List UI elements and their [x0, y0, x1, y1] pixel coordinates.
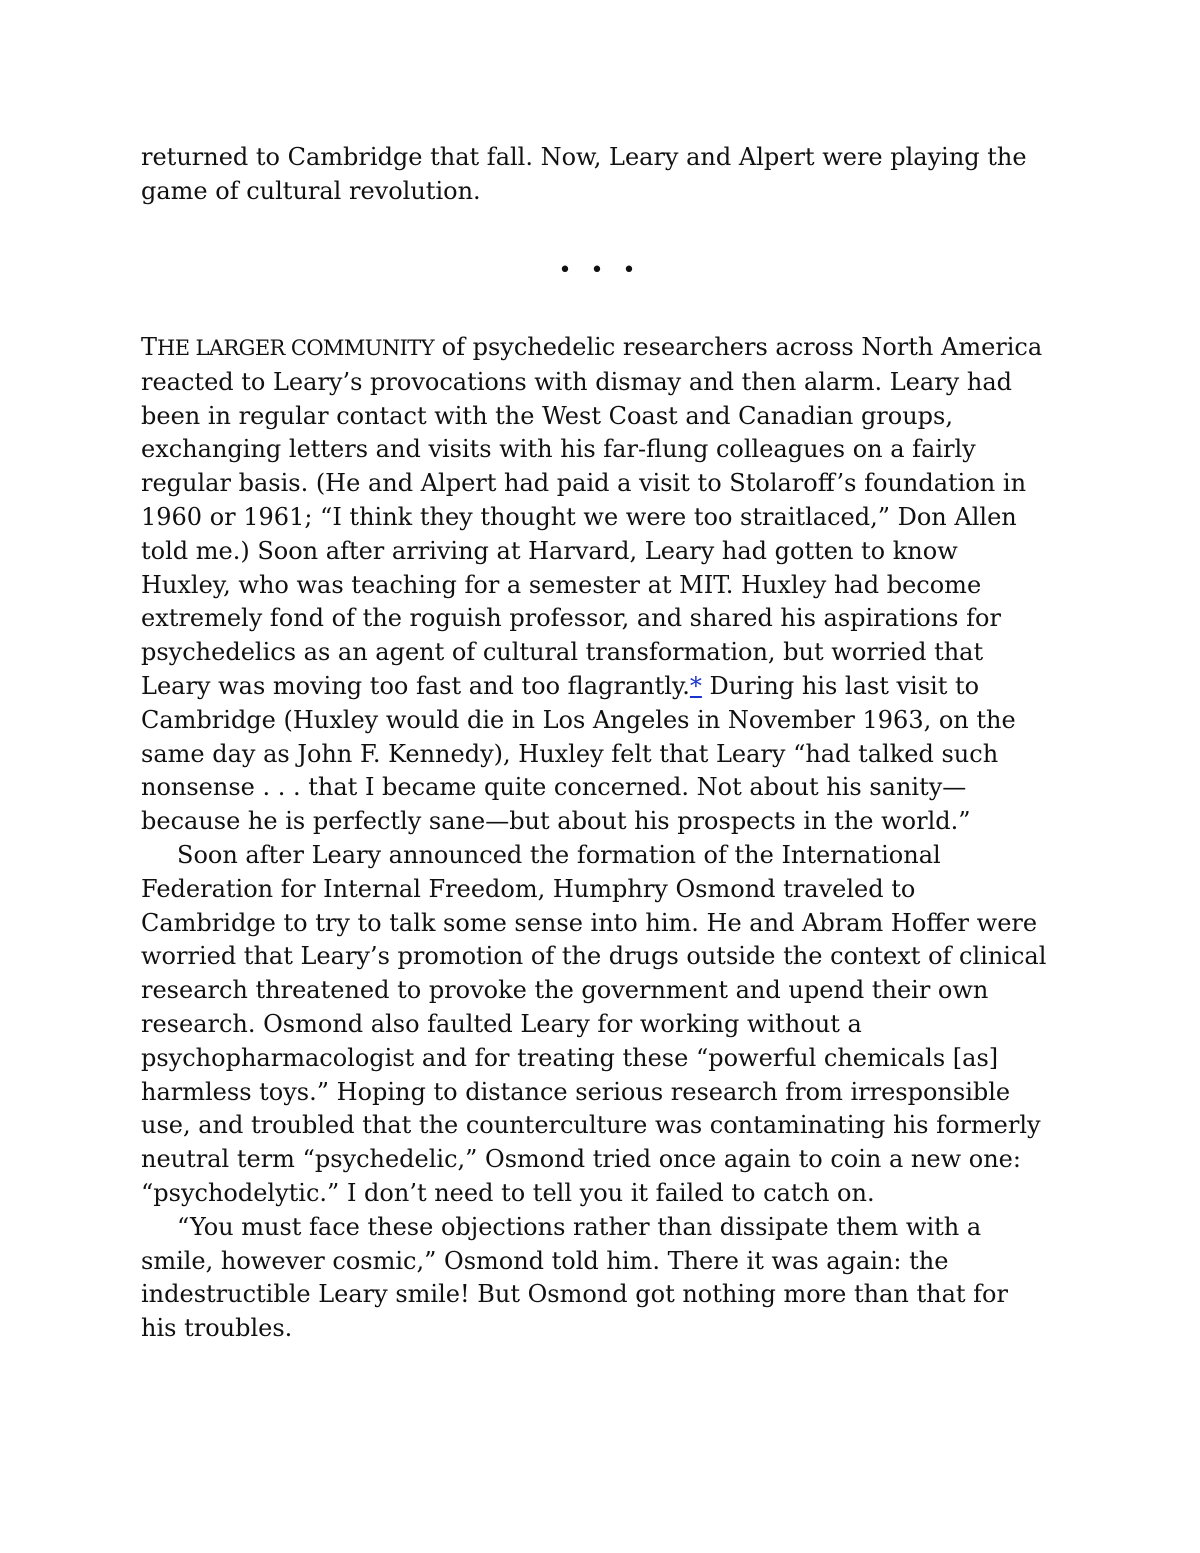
text-line: returned to Cambridge that fall. Now, Leary and Alpert were playing the — [141, 143, 1027, 171]
text-line: been in regular contact with the West Coast and Canadian groups, — [141, 401, 953, 430]
text-line: neutral term “psychedelic,” Osmond tried once again to coin a new one: — [141, 1145, 1021, 1174]
text-line: 1960 or 1961; “I think they thought we were too straitlaced,” Don Allen — [141, 502, 1017, 531]
footnote-link[interactable]: * — [689, 671, 702, 700]
text-line: psychedelics as an agent of cultural transformation, but worried that — [141, 638, 984, 667]
line-text: Leary was moving too fast and too flagrantly. — [141, 671, 690, 700]
text-line: extremely fond of the roguish professor, and shared his aspirations for — [141, 604, 1001, 633]
text-line: because he is perfectly sane—but about his prospects in the world.” — [141, 807, 971, 836]
text-line: research threatened to provoke the government and upend their own — [141, 976, 989, 1005]
text-line: reacted to Leary’s provocations with dismay and then alarm. Leary had — [141, 367, 1012, 396]
text-line — [141, 331, 1066, 366]
text-line: psychopharmacologist and for treating these “powerful chemicals [as] — [141, 1043, 999, 1072]
continuation-paragraph — [141, 141, 1066, 209]
text-line: Soon after Leary announced the formation of the International — [177, 840, 941, 869]
text-line: nonsense . . . that I became quite concerned. Not about his sanity— — [141, 773, 967, 802]
scene-break-dots: • • • — [558, 258, 642, 283]
text-line: use, and troubled that the counterculture was contaminating his formerly — [141, 1111, 1041, 1140]
text-line: “You must face these objections rather than dissipate them with a — [177, 1212, 982, 1241]
text-line: “psychodelytic.” I don’t need to tell you it failed to catch on. — [141, 1178, 875, 1207]
text-line: Federation for Internal Freedom, Humphry Osmond traveled to — [141, 874, 916, 903]
line-text: of psychedelic researchers across North America — [433, 333, 1043, 361]
text-line: told me.) Soon after arriving at Harvard, Leary had gotten to know — [141, 536, 958, 565]
text-line: worried that Leary’s promotion of the drugs outside the context of clinical — [141, 942, 1047, 971]
text-line: Cambridge (Huxley would die in Los Angeles in November 1963, on the — [141, 705, 1016, 734]
text-line: regular basis. (He and Alpert had paid a visit to Stolaroff’s foundation in — [141, 469, 1027, 498]
text-line: smile, however cosmic,” Osmond told him. There it was again: the — [141, 1246, 949, 1275]
text-line: Huxley, who was teaching for a semester at MIT. Huxley had become — [141, 570, 982, 599]
section-opening-paragraph — [141, 331, 1066, 1346]
text-line: his troubles. — [141, 1314, 293, 1343]
text-line: game of cultural revolution. — [141, 176, 481, 205]
text-line: harmless toys.” Hoping to distance serious research from irresponsible — [141, 1077, 1011, 1106]
text-line: indestructible Leary smile! But Osmond got nothing more than that for — [141, 1280, 1008, 1309]
text-line: exchanging letters and visits with his far-flung colleagues on a fairly — [141, 435, 976, 464]
text-line — [141, 670, 1066, 704]
text-line: Cambridge to try to talk some sense into him. He and Abram Hoffer were — [141, 908, 1038, 937]
text-line: same day as John F. Kennedy), Huxley felt that Leary “had talked such — [141, 739, 999, 768]
line-text: During his last visit to — [701, 671, 980, 700]
small-caps-lead: HE LARGER COMMUNITY — [157, 336, 434, 360]
drop-letter: T — [141, 333, 158, 361]
text-line: research. Osmond also faulted Leary for working without a — [141, 1009, 862, 1038]
